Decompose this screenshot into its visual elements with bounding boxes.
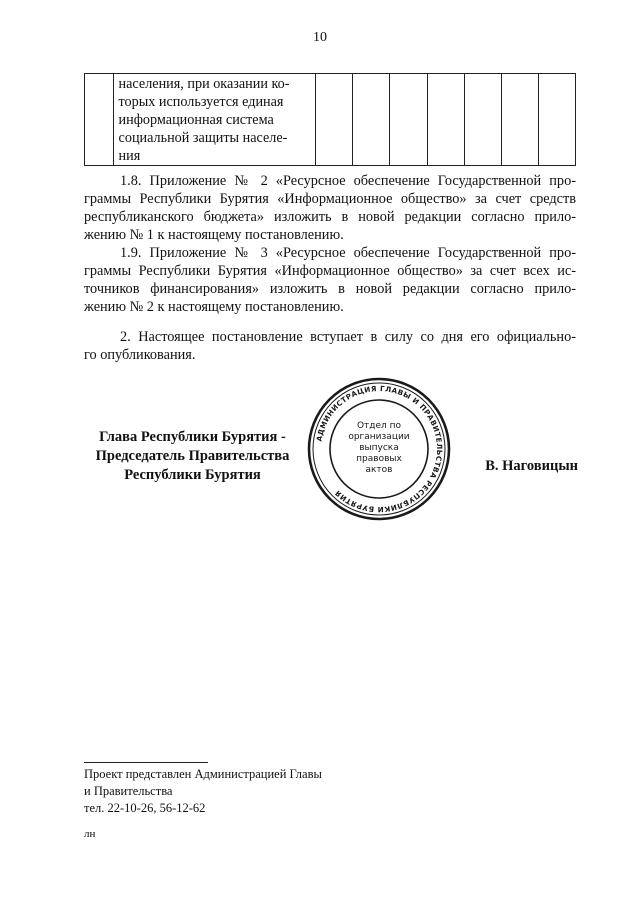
text-line: 1.8. Приложение № 2 «Ресурсное обеспечение Государственной про- — [120, 173, 576, 189]
paragraph-1-9 — [84, 244, 576, 316]
cell-text-line: торых используется единая — [118, 94, 284, 110]
paragraph-1-8 — [84, 172, 576, 244]
table-cell-empty — [427, 74, 464, 166]
table-continuation — [84, 73, 576, 166]
table-cell-number — [85, 74, 114, 166]
signer-title-line: Глава Республики Бурятия - — [99, 429, 286, 445]
footer-note — [84, 766, 322, 817]
stamp-ring-text: АДМИНИСТРАЦИЯ ГЛАВЫ И ПРАВИТЕЛЬСТВА РЕСПУБЛИКИ БУРЯТИЯ — [314, 383, 445, 515]
table-cell-text — [113, 74, 316, 166]
footer-line: Проект представлен Администрацией Главы — [84, 767, 322, 781]
text-line: точников финансирования» изложить в новой редакции согласно прило- — [84, 281, 576, 297]
paragraph-2 — [84, 328, 576, 364]
signer-title-line: Республики Бурятия — [124, 467, 261, 483]
cell-text-line: ния — [118, 148, 141, 164]
stamp-center-line: Отдел по — [356, 421, 402, 431]
table-cell-empty — [538, 74, 575, 166]
cell-text-line: информационная система — [118, 112, 274, 128]
signer-title — [80, 428, 305, 485]
footer-line: тел. 22-10-26, 56-12-62 — [84, 801, 206, 815]
text-line: 1.9. Приложение № 3 «Ресурсное обеспечение Государственной про- — [120, 245, 576, 261]
stamp-center-line: правовых — [356, 454, 402, 464]
stamp-center-line: выпуска — [359, 443, 399, 453]
signer-title-line: Председатель Правительства — [95, 448, 290, 464]
table-cell-empty — [501, 74, 538, 166]
text-line: республиканского бюджета» изложить в новой редакции согласно прило- — [84, 209, 576, 225]
stamp-center-line: организации — [348, 432, 410, 442]
signer-name: В. Наговицын — [485, 458, 578, 474]
text-line: жению № 1 к настоящему постановлению. — [84, 227, 344, 243]
cell-text-line: социальной защиты населе- — [118, 130, 288, 146]
footer-divider — [84, 762, 208, 763]
page-number: 10 — [313, 30, 327, 45]
table-cell-empty — [353, 74, 390, 166]
table-cell-empty — [316, 74, 353, 166]
stamp-center-line: актов — [365, 465, 393, 475]
cell-text-line: населения, при оказании ко- — [118, 76, 290, 92]
text-line: граммы Республики Бурятия «Информационное общество» за счет средств — [84, 191, 576, 207]
text-line: 2. Настоящее постановление вступает в силу со дня его официально- — [120, 329, 576, 345]
table-cell-empty — [390, 74, 427, 166]
text-line: граммы Республики Бурятия «Информационное общество» за счет всех ис- — [84, 263, 576, 279]
typist-initials: лн — [84, 828, 96, 840]
footer-line: и Правительства — [84, 784, 173, 798]
text-line: жению № 2 к настоящему постановлению. — [84, 299, 344, 315]
official-stamp — [306, 376, 452, 522]
text-line: го опубликования. — [84, 347, 196, 363]
table-row — [85, 74, 576, 166]
table-cell-empty — [464, 74, 501, 166]
